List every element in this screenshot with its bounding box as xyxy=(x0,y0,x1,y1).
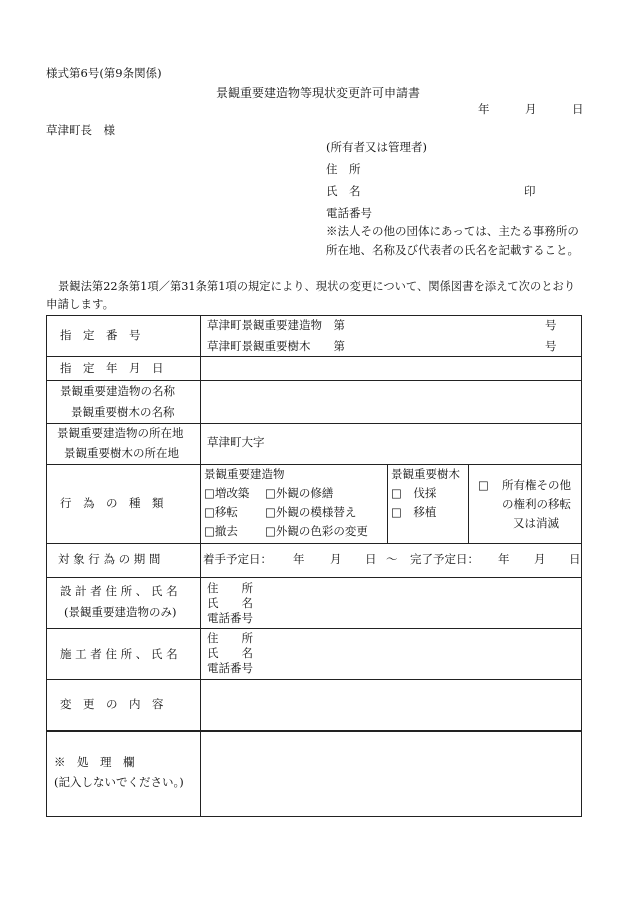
applicant-address-label: 住 所 xyxy=(326,162,361,176)
period-start-year: 年 xyxy=(293,552,305,566)
contractor-label: 施 工 者 住 所 、 氏 名 xyxy=(60,647,178,661)
period-end-year: 年 xyxy=(498,552,510,566)
designer-phone-label: 電話番号 xyxy=(207,611,253,625)
tree-option-felling[interactable]: □ 伐採 xyxy=(391,486,437,500)
tree-heading: 景観重要樹木 xyxy=(391,467,460,481)
period-tilde: ～ xyxy=(386,552,398,566)
designation-number-label: 指 定 番 号 xyxy=(60,328,141,342)
building-option-removal[interactable]: □撤去 xyxy=(204,524,238,538)
action-type-label: 行 為 の 種 類 xyxy=(60,496,164,510)
building-name-label: 景観重要建造物の名称 xyxy=(60,384,175,398)
contractor-name-label: 氏 名 xyxy=(207,646,253,660)
applicant-note-line1: ※法人その他の団体にあっては、主たる事務所の xyxy=(326,224,579,238)
change-contents-label: 変 更 の 内 容 xyxy=(60,697,164,711)
building-option-exterior-repair[interactable]: □外観の修繕 xyxy=(265,486,334,500)
building-option-exterior-color[interactable]: □外観の色彩の変更 xyxy=(265,524,368,538)
processing-label: ※ 処 理 欄 xyxy=(54,755,135,769)
contractor-address-label: 住 所 xyxy=(207,631,253,645)
designer-note: (景観重要建造物のみ) xyxy=(64,605,177,619)
building-option-extension[interactable]: □増改築 xyxy=(204,486,250,500)
location-value: 草津町大字 xyxy=(207,435,265,449)
applicant-role: (所有者又は管理者) xyxy=(326,140,427,154)
addressee: 草津町長 様 xyxy=(46,123,115,137)
contractor-phone-label: 電話番号 xyxy=(207,661,253,675)
date-day: 日 xyxy=(572,102,584,116)
ownership-line2: の権利の移転 xyxy=(502,497,571,511)
date-month: 月 xyxy=(525,102,537,116)
ownership-line1: 所有権その他 xyxy=(502,478,571,492)
intro-line2: 申請します。 xyxy=(46,297,115,311)
designer-address-label: 住 所 xyxy=(207,581,253,595)
designation-building-suffix: 号 xyxy=(545,318,557,332)
period-start-month: 月 xyxy=(330,552,342,566)
applicant-note-line2: 所在地、名称及び代表者の氏名を記載すること。 xyxy=(326,243,579,257)
building-heading: 景観重要建造物 xyxy=(204,467,285,481)
building-option-exterior-remodel[interactable]: □外観の模様替え xyxy=(265,505,357,519)
period-end-label: 完了予定日： xyxy=(410,552,479,566)
designer-name-label: 氏 名 xyxy=(207,596,253,610)
intro-line1: 景観法第22条第1項／第31条第1項の規定により、現状の変更について、関係図書を添えて次のとおり xyxy=(58,280,576,293)
designer-label: 設 計 者 住 所 、 氏 名 xyxy=(60,584,178,598)
ownership-line3: 又は消滅 xyxy=(513,516,559,530)
tree-option-transplant[interactable]: □ 移植 xyxy=(391,505,437,519)
tree-name-label: 景観重要樹木の名称 xyxy=(71,405,175,419)
processing-note: (記入しないでください。) xyxy=(54,775,184,789)
form-number: 様式第6号(第9条関係) xyxy=(46,66,162,80)
period-start-label: 着手予定日： xyxy=(203,552,272,566)
period-end-month: 月 xyxy=(534,552,546,566)
tree-location-label: 景観重要樹木の所在地 xyxy=(64,446,179,460)
period-start-day: 日 xyxy=(365,552,377,566)
building-option-relocation[interactable]: □移転 xyxy=(204,505,238,519)
applicant-name-label: 氏 名 xyxy=(326,184,361,198)
building-location-label: 景観重要建造物の所在地 xyxy=(57,426,184,440)
applicant-phone-label: 電話番号 xyxy=(326,206,372,220)
period-label: 対 象 行 為 の 期 間 xyxy=(58,552,161,566)
designation-tree-suffix: 号 xyxy=(545,339,557,353)
designation-building: 草津町景観重要建造物 第 xyxy=(207,318,345,332)
ownership-checkbox[interactable]: □ xyxy=(478,478,489,492)
form-title: 景観重要建造物等現状変更許可申請書 xyxy=(216,86,421,100)
designation-date-label: 指 定 年 月 日 xyxy=(60,361,164,375)
date-year: 年 xyxy=(478,102,490,116)
period-end-day: 日 xyxy=(569,552,581,566)
designation-tree: 草津町景観重要樹木 第 xyxy=(207,339,345,353)
applicant-seal: 印 xyxy=(524,184,536,198)
